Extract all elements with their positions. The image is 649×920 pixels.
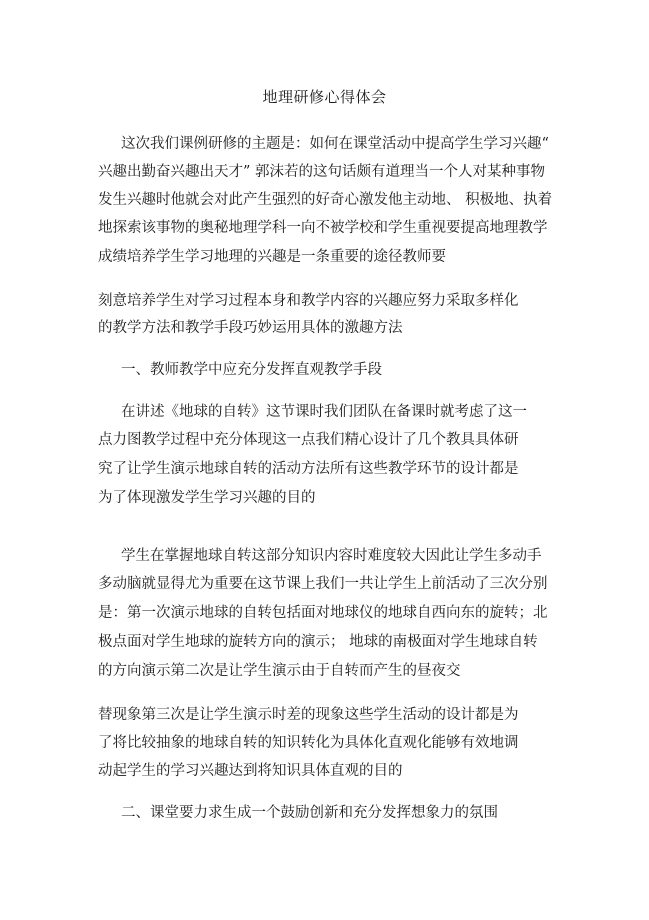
paragraph-4-line-5: 的方向演示第二次是让学生演示由于自转而产生的昼夜交 <box>98 663 461 679</box>
paragraph-4-line-2: 多动脑就显得尤为重要在这节课上我们一共让学生上前活动了三次分别 <box>98 576 548 592</box>
paragraph-5-line-3: 动起学生的学习兴趣达到将知识具体直观的目的 <box>98 763 403 779</box>
paragraph-3-line-2: 点力图教学过程中充分体现这一点我们精心设计了几个教具具体研 <box>98 432 519 448</box>
paragraph-1-line-1: 这次我们课例研修的主题是：如何在课堂活动中提高学生学习兴趣“ <box>121 136 549 152</box>
paragraph-1-line-2: 兴趣出勤奋兴趣出天才” 郭沫若的这句话颇有道理当一个人对某种事物 <box>98 164 546 180</box>
paragraph-4-line-1: 学生在掌握地球自转这部分知识内容时难度较大因此让学生多动手 <box>121 548 542 564</box>
paragraph-2-line-1: 刻意培养学生对学习过程本身和教学内容的兴趣应努力采取多样化 <box>98 293 519 309</box>
paragraph-3-line-4: 为了体现激发学生学习兴趣的目的 <box>98 490 316 506</box>
paragraph-3-line-1: 在讲述《地球的自转》这节课时我们团队在备课时就考虑了这一 <box>121 404 527 420</box>
document-title: 地理研修心得体会 <box>262 88 387 106</box>
paragraph-2-line-2: 的教学方法和教学手段巧妙运用具体的激趣方法 <box>98 320 403 336</box>
section-heading-1: 一、教师教学中应充分发挥直观教学手段 <box>121 362 382 378</box>
section-heading-2: 二、课堂要力求生成一个鼓励创新和充分发挥想象力的氛围 <box>121 805 498 821</box>
paragraph-1-line-4: 地探索该事物的奥秘地理学科一向不被学校和学生重视要提高地理教学 <box>98 220 548 236</box>
paragraph-5-line-1: 替现象第三次是让学生演示时差的现象这些学生活动的设计都是为 <box>98 707 519 723</box>
paragraph-1-line-5: 成绩培养学生学习地理的兴趣是一条重要的途径教师要 <box>98 249 446 265</box>
paragraph-4-line-4: 极点面对学生地球的旋转方向的演示； 地球的南极面对学生地球自转 <box>98 634 538 650</box>
paragraph-5-line-2: 了将比较抽象的地球自转的知识转化为具体化直观化能够有效地调 <box>98 735 519 751</box>
paragraph-4-line-3: 是：第一次演示地球的自转包括面对地球仪的地球自西向东的旋转；北 <box>98 605 548 621</box>
paragraph-3-line-3: 究了让学生演示地球自转的活动方法所有这些教学环节的设计都是 <box>98 461 519 477</box>
paragraph-1-line-3: 发生兴趣时他就会对此产生强烈的好奇心激发他主动地、 积极地、执着 <box>98 192 553 208</box>
